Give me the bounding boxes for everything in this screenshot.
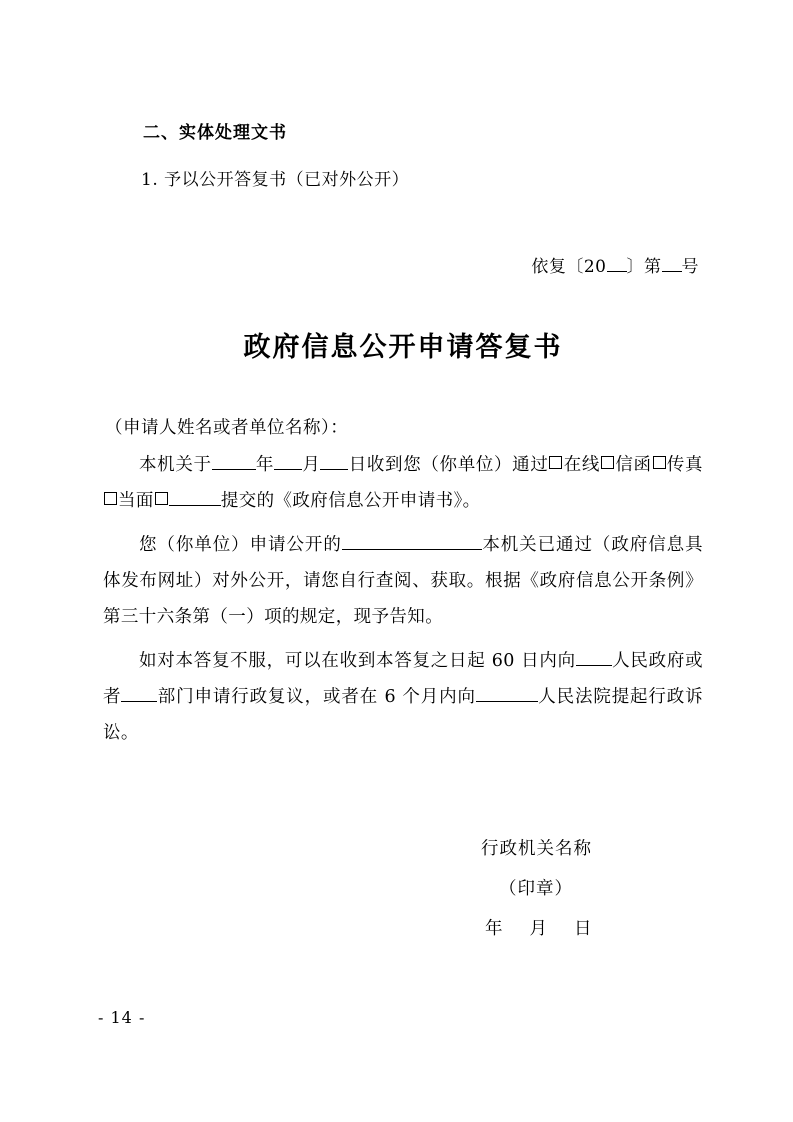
p3-dept-blank [121,701,157,702]
section-heading: 二、实体处理文书 [143,123,287,143]
checkbox-letter[interactable] [653,456,666,469]
checkbox-fax[interactable] [104,492,117,505]
doc-number-suffix: 号 [681,257,699,277]
p1-other-blank [169,505,221,506]
paragraph-disclosure [103,527,703,635]
date-year-label: 年 [485,919,504,939]
paragraph-remedy [103,643,703,751]
p1-text-1: 本机关于 [139,455,212,475]
date-day-label: 日 [574,919,593,939]
document-body [103,118,703,949]
signature-block [103,829,703,949]
checkbox-online[interactable] [549,456,562,469]
p1-text-6: 信函 [615,455,652,475]
page-number: - 14 - [98,1008,146,1027]
p1-text-4: 日收到您（你单位）通过 [348,455,549,475]
checkbox-inperson[interactable] [155,492,168,505]
signature-organ: 行政机关名称 [481,839,592,859]
page-title: 政府信息公开申请答复书 [243,332,563,363]
document-number [103,252,703,277]
p3-text-2: 人民政府或者 [103,651,704,707]
p3-text-3: 部门申请行政复议，或者在 6 个月内向 [157,687,476,707]
p1-day-blank [320,469,348,470]
p1-text-9: 提交的《政府信息公开申请书》。 [220,491,481,511]
p2-text-1: 您（你单位）申请公开的 [139,535,342,555]
p2-subject-blank [342,549,482,550]
p2-text-2: 本机关已通过（政府信息具体发布网址）对外公开，请您自行查阅、获取。根据《政府信息公开条例》第三十六条第（一）项的规定，现予告知。 [103,535,703,627]
addressee-line: （申请人姓名或者单位名称）： [105,418,349,438]
p1-text-5: 在线 [563,455,601,475]
doc-number-year-blank [607,271,627,272]
doc-number-prefix: 依复〔20 [531,257,607,277]
p1-text-7: 传真 [666,455,703,475]
checkbox-online-2[interactable] [601,456,614,469]
p1-year-blank [212,469,256,470]
doc-number-mid: 〕第 [626,257,662,277]
signature-date [103,909,703,949]
p3-court-blank [476,701,538,702]
item-heading: 1. 予以公开答复书（已对外公开） [141,170,410,190]
p1-text-3: 月 [302,455,321,475]
p1-month-blank [274,469,302,470]
p3-text-4: 人民法院提起行政诉讼。 [103,687,704,743]
doc-number-seq-blank [662,271,682,272]
paragraph-receipt [103,447,703,519]
p3-gov-blank [576,665,612,666]
signature-seal: （印章） [499,879,573,899]
date-month-label: 月 [529,919,548,939]
p1-text-8: 当面 [118,491,154,511]
p1-text-2: 年 [255,455,275,475]
p3-text-1: 如对本答复不服，可以在收到本答复之日起 60 日内向 [139,651,576,671]
